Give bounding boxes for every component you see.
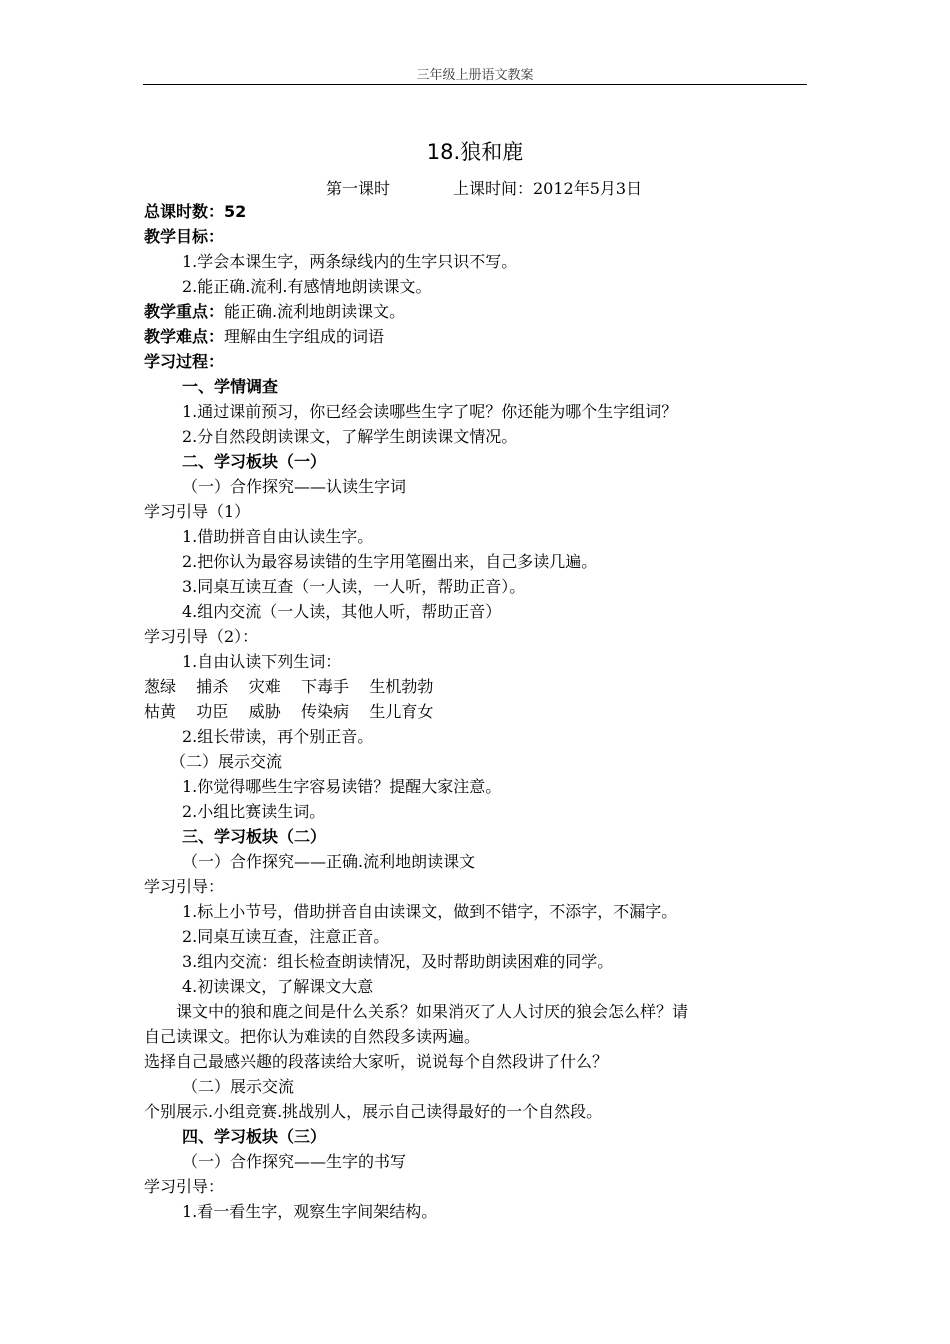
section-3-sub-2: （二）展示交流 [182, 1077, 295, 1096]
paragraph-question-line-1: 课文中的狼和鹿之间是什么关系？如果消灭了人人讨厌的狼会怎么样？请 [176, 1002, 689, 1021]
teaching-difficulty-label: 教学难点： [144, 327, 225, 346]
section-3-sub-1: （一）合作探究——正确.流利地朗读课文 [182, 852, 476, 871]
lesson-period: 第一课时 [326, 179, 391, 198]
showcase-text: 个别展示.小组竞赛.挑战别人，展示自己读得最好的一个自然段。 [144, 1102, 603, 1121]
section-1-item-1: 1.通过课前预习，你已经会读哪些生字了呢？你还能为哪个生字组词？ [182, 402, 678, 421]
paragraph-question-line-2: 自己读课文。把你认为难读的自然段多读两遍。 [144, 1027, 481, 1046]
section-2-sub-1: （一）合作探究——认读生字词 [182, 477, 407, 496]
guide-1-item-1: 1.借助拼音自由认读生字。 [182, 527, 374, 546]
guide-3-item-2: 2.同桌互读互查，注意正音。 [182, 927, 390, 946]
section-1-item-2: 2.分自然段朗读课文，了解学生朗读课文情况。 [182, 427, 518, 446]
guide-1-item-2: 2.把你认为最容易读错的生字用笔圈出来，自己多读几遍。 [182, 552, 598, 571]
teaching-focus-text: 能正确.流利地朗读课文。 [224, 302, 406, 321]
paragraph-select: 选择自己最感兴趣的段落读给大家听，说说每个自然段讲了什么？ [144, 1052, 609, 1071]
guide-3-item-3: 3.组内交流：组长检查朗读情况，及时帮助朗读困难的同学。 [182, 952, 614, 971]
guide-3-item-4: 4.初读课文，了解课文大意 [182, 977, 374, 996]
guide-3-item-1: 1.标上小节号，借助拼音自由读课文，做到不错字，不添字，不漏字。 [182, 902, 678, 921]
section-2-heading: 二、学习板块（一） [182, 452, 327, 471]
learning-process-heading: 学习过程： [144, 352, 225, 371]
section-3-heading: 三、学习板块（二） [182, 827, 327, 846]
section-2-sub-2: （二）展示交流 [170, 752, 283, 771]
goal-item-1: 1.学会本课生字，两条绿线内的生字只识不写。 [182, 252, 518, 271]
guide-2-item-1: 1.自由认读下列生词： [182, 652, 342, 671]
page-header: 三年级上册语文教案 [416, 68, 534, 83]
guide-1-item-4: 4.组内交流（一人读，其他人听，帮助正音） [182, 602, 502, 621]
exchange-item-2: 2.小组比赛读生词。 [182, 802, 326, 821]
guide-3-heading: 学习引导： [144, 877, 225, 896]
guide-2-item-2: 2.组长带读，再个别正音。 [182, 727, 374, 746]
guide-2-heading: 学习引导（2）： [144, 627, 259, 646]
teaching-focus-label: 教学重点： [144, 302, 225, 321]
guide-1-item-3: 3.同桌互读互查（一人读，一人听，帮助正音）。 [182, 577, 526, 596]
goal-item-2: 2.能正确.流利.有感情地朗读课文。 [182, 277, 432, 296]
section-1-heading: 一、学情调查 [182, 377, 279, 396]
lesson-title: 18.狼和鹿 [426, 140, 524, 164]
section-4-heading: 四、学习板块（三） [182, 1127, 327, 1146]
guide-4-item-1: 1.看一看生字，观察生字间架结构。 [182, 1202, 438, 1221]
teaching-difficulty-text: 理解由生字组成的词语 [224, 327, 385, 346]
teaching-goals-heading: 教学目标： [144, 227, 225, 246]
exchange-item-1: 1.你觉得哪些生字容易读错？提醒大家注意。 [182, 777, 502, 796]
vocab-row-1: 葱绿 捕杀 灾难 下毒手 生机勃勃 [144, 677, 434, 696]
total-hours: 总课时数：52 [144, 202, 247, 221]
teaching-focus [144, 302, 405, 322]
guide-1-heading: 学习引导（1） [144, 502, 251, 521]
section-4-sub-1: （一）合作探究——生字的书写 [182, 1152, 407, 1171]
header-rule [143, 84, 807, 85]
lesson-time: 上课时间：2012年5月3日 [453, 179, 643, 198]
guide-4-heading: 学习引导： [144, 1177, 225, 1196]
vocab-row-2: 枯黄 功臣 威胁 传染病 生儿育女 [144, 702, 434, 721]
teaching-difficulty [144, 327, 384, 347]
